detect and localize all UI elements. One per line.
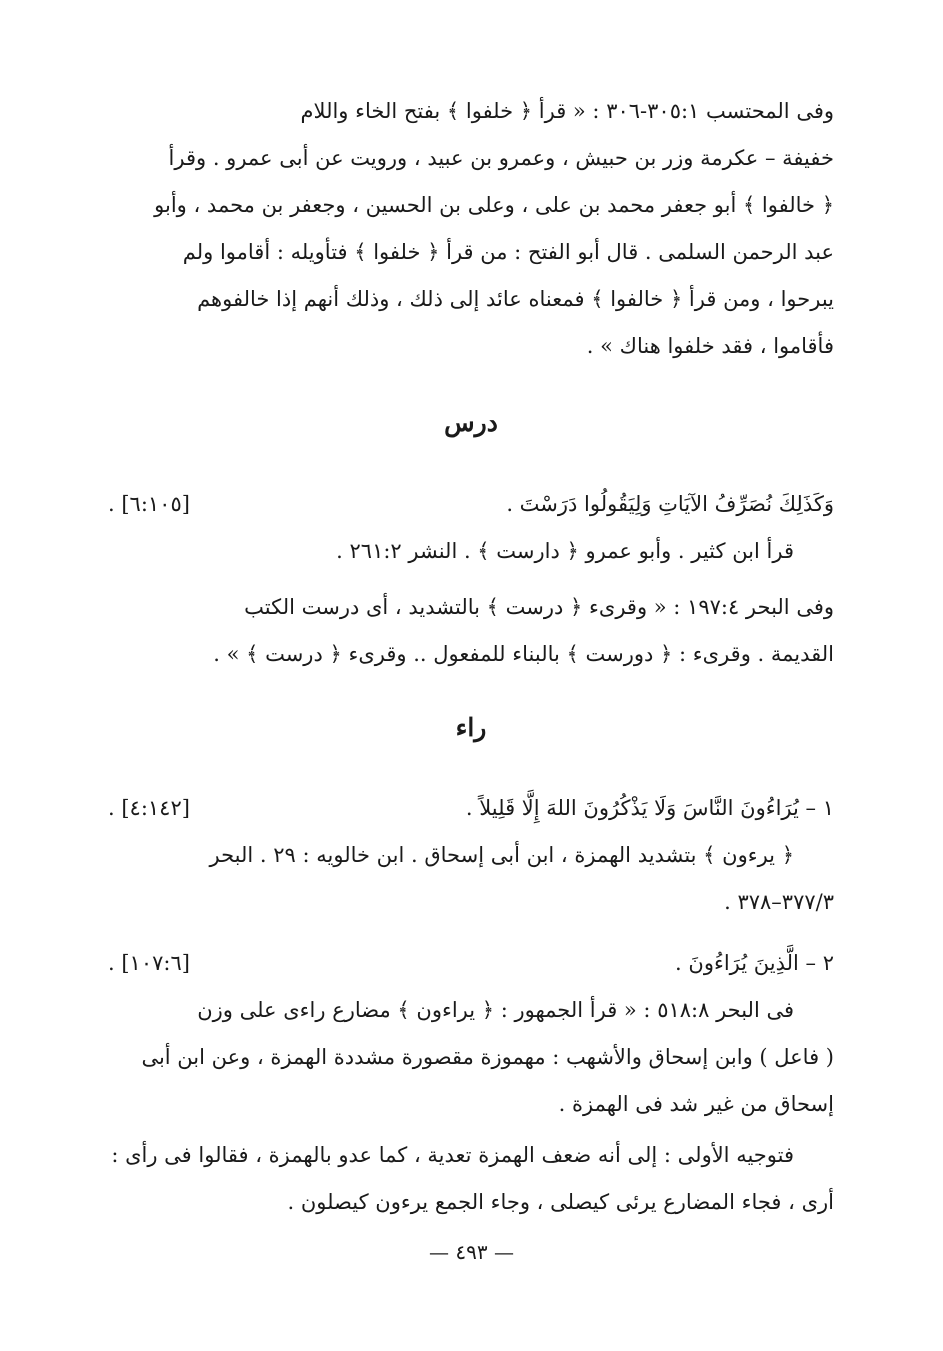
text-line: وفى المحتسب ٣٠٥:١-٣٠٦ : « قرأ ﴿ خلفوا ﴾ بفتح الخاء واللام	[300, 99, 834, 123]
section-raa	[108, 785, 834, 1226]
text-line: عبد الرحمن السلمى . قال أبو الفتح : من قرأ ﴿ خلفوا ﴾ فتأويله : أقاموا ولم	[182, 240, 834, 264]
text-line: إسحاق من غير شد فى الهمزة .	[558, 1092, 834, 1116]
text-line: فى البحر ٥١٨:٨ : « قرأ الجمهور : ﴿ يراءون ﴾ مضارع راءى على وزن	[197, 998, 794, 1022]
text-line: ٣٧٧/٣–٣٧٨ .	[724, 890, 834, 914]
quran-verse: وَكَذَلِكَ نُصَرِّفُ الآيَاتِ وَلِيَقُولُوا دَرَسْتَ .	[506, 492, 834, 516]
section-heading-raa: راء	[455, 713, 487, 742]
quran-verse-line	[108, 940, 834, 987]
verse-reference: . [٤:١٤٢]	[108, 796, 190, 820]
verse-reference: . [١٠٧:٦]	[108, 951, 190, 975]
text-line: وفى البحر ١٩٧:٤ : « وقرىء ﴿ درست ﴾ بالتشديد ، أى درست الكتب	[244, 595, 834, 619]
text-line: فأقاموا ، فقد خلفوا هناك » .	[586, 334, 834, 358]
verse-reference: . [٦:١٠٥]	[108, 492, 190, 516]
section-heading-daras: درس	[444, 408, 498, 437]
text-line: القديمة . وقرىء : ﴿ دورست ﴾ بالبناء للمفعول .. وقرىء ﴿ درست ﴾ » .	[213, 642, 834, 666]
quran-verse: ١ – يُرَاءُونَ النَّاسَ وَلَا يَذْكُرُونَ اللهَ إِلَّا قَلِيلاً .	[465, 796, 834, 820]
page-body	[108, 88, 834, 1226]
paragraph-muhtasab	[108, 88, 834, 370]
quran-verse-line	[108, 785, 834, 832]
page-number: — ٤٩٣ —	[429, 1240, 514, 1264]
text-line: قرأ ابن كثير . وأبو عمرو ﴿ دارست ﴾ . النشر ٢٦١:٢ .	[336, 539, 794, 563]
section-daras	[108, 481, 834, 678]
text-line: ﴿ خالفوا ﴾ أبو جعفر محمد بن على ، وعلى بن الحسين ، وجعفر بن محمد ، وأبو	[154, 193, 834, 217]
quran-verse: ٢ – الَّذِينَ يُرَاءُونَ .	[675, 951, 834, 975]
text-line: يبرحوا ، ومن قرأ ﴿ خالفوا ﴾ فمعناه عائد إلى ذلك ، وذلك أنهم إذا خالفوهم	[197, 287, 834, 311]
text-line: ( فاعل ) وابن إسحاق والأشهب : مهموزة مقصورة مشددة الهمزة ، وعن ابن أبى	[141, 1045, 834, 1069]
text-line: خفيفة – عكرمة وزر بن حبيش ، وعمرو بن عبيد ، ورويت عن أبى عمرو . وقرأ	[168, 146, 834, 170]
text-line: أرى ، فجاء المضارع يرئى كيصلى ، وجاء الجمع يرءون كيصلون .	[287, 1190, 834, 1214]
text-line: ﴿ يرءون ﴾ بتشديد الهمزة ، ابن أبى إسحاق . ابن خالويه : ٢٩ . البحر	[209, 843, 794, 867]
text-line: فتوجيه الأولى : إلى أنه ضعف الهمزة تعدية ، كما عدو بالهمزة ، فقالوا فى رأى :	[111, 1143, 794, 1167]
quran-verse-line	[108, 481, 834, 528]
